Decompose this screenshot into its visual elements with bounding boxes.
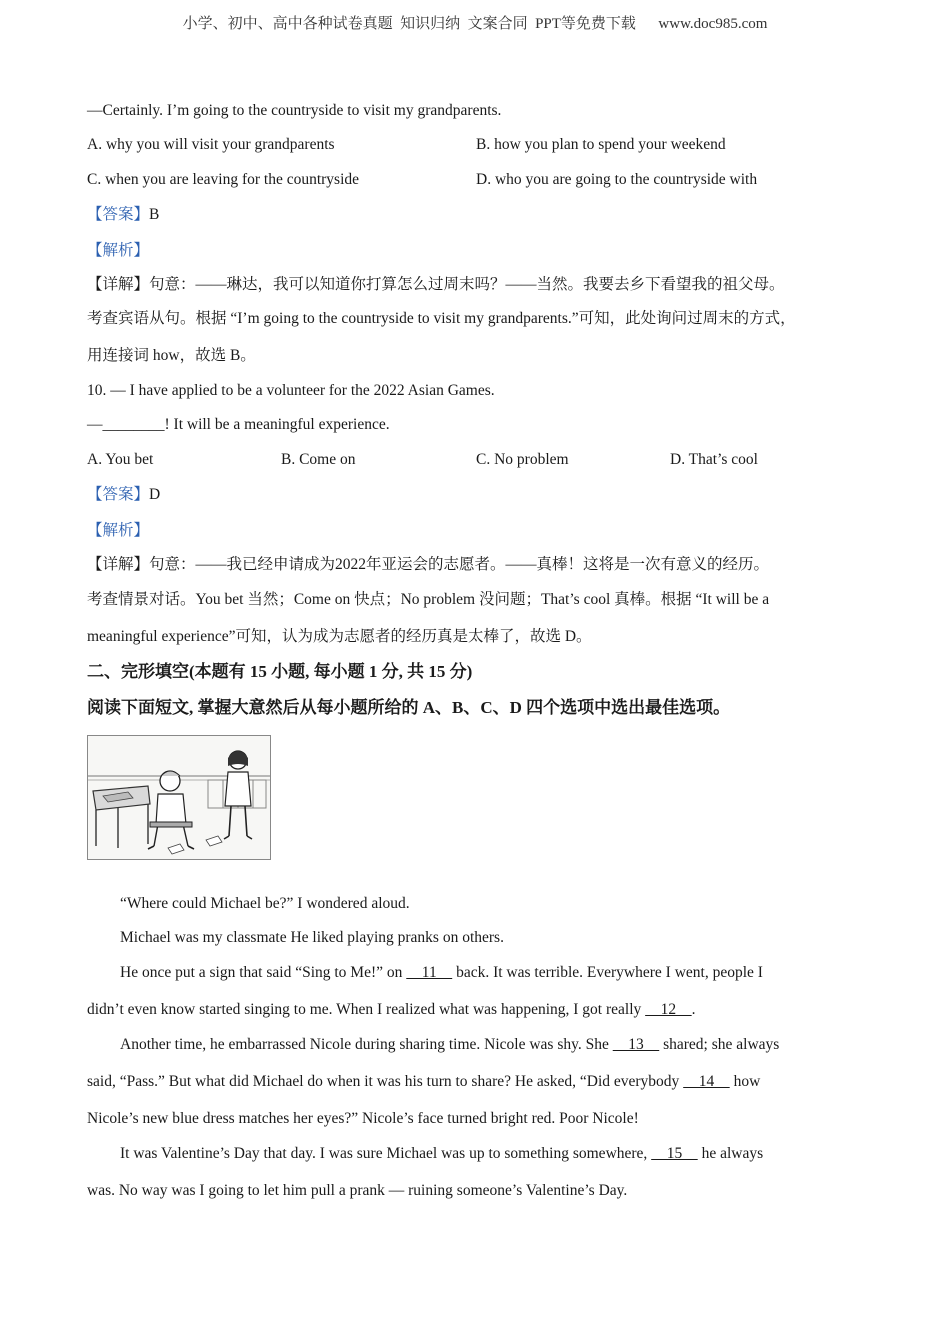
q10-option-a: A. You bet [87,451,154,468]
passage-p2: Michael was my classmate He liked playing pranks on others. [120,929,504,946]
classroom-illustration [87,735,271,860]
q10-question: 10. — I have applied to be a volunteer for the 2022 Asian Games. [87,382,495,399]
passage-p5-line1 [120,1144,763,1164]
q10-option-b: B. Come on [281,451,356,468]
q10-answer [87,485,160,505]
q10-detail-3: meaningful experience”可知，认为成为志愿者的经历真是太棒了，故选 D。 [87,628,592,645]
text: shared; she always [659,1036,780,1053]
blank-12: 12 [645,1001,692,1018]
q9-option-c: C. when you are leaving for the countryside [87,171,360,188]
blank-11: 11 [406,964,453,981]
text: Another time, he embarrassed Nicole during sharing time. Nicole was shy. She [120,1036,613,1053]
q10-detail-1: 【详解】句意：——我已经申请成为2022年亚运会的志愿者。——真棒！这将是一次有意义的经历。 [87,556,770,573]
passage-p1: “Where could Michael be?” I wondered aloud. [120,895,410,912]
q10-detail-2: 考查情景对话。You bet 当然；Come on 快点；No problem 没问题；That’s cool 真棒。根据 “It will be a [87,591,770,608]
text: . [691,1001,696,1018]
answer-tag: 【答案】 [87,486,150,503]
q10-analysis-tag: 【解析】 [87,522,150,539]
passage-p3-line1 [120,963,763,983]
text: didn’t even know started singing to me. When I realized what was happening, I got really [87,1001,646,1018]
classroom-drawing [88,736,270,859]
q9-reply: —Certainly. I’m going to the countryside to visit my grandparents. [87,102,502,119]
text: He once put a sign that said “Sing to Me!” on [120,964,407,981]
section-instruction: 阅读下面短文, 掌握大意然后从每小题所给的 A、B、C、D 四个选项中选出最佳选项。 [87,698,731,717]
answer-value: D [149,486,161,503]
q10-reply: —________! It will be a meaningful experience. [87,416,390,433]
answer-value: B [149,206,160,223]
blank-14: 14 [683,1073,730,1090]
q9-option-d: D. who you are going to the countryside with [476,171,758,188]
blank-15: 15 [651,1145,698,1162]
q9-detail-1: 【详解】句意：——琳达，我可以知道你打算怎么过周末吗？——当然。我要去乡下看望我的祖父母。 [87,276,785,293]
q10-option-d: D. That’s cool [670,451,758,468]
q9-detail-3: 用连接词 how，故选 B。 [87,347,256,364]
text: he always [697,1145,764,1162]
q9-detail-2: 考查宾语从句。根据 “I’m going to the countryside to visit my grandparents.”可知，此处询问过周末的方式， [87,310,796,327]
passage-p4-line1 [120,1035,779,1055]
q10-option-c: C. No problem [476,451,569,468]
q9-answer [87,205,159,225]
q9-analysis-tag: 【解析】 [87,242,150,259]
answer-tag: 【答案】 [87,206,150,223]
q9-option-a: A. why you will visit your grandparents [87,136,335,153]
text: said, “Pass.” But what did Michael do when it was his turn to share? He asked, “Did everybody [87,1073,684,1090]
text: back. It was terrible. Everywhere I went, people I [452,964,763,981]
passage-p4-line2 [87,1072,760,1092]
q9-option-b: B. how you plan to spend your weekend [476,136,726,153]
passage-p3-line2 [87,1000,696,1020]
blank-13: 13 [612,1036,660,1053]
text: how [729,1073,761,1090]
section-title: 二、完形填空(本题有 15 小题, 每小题 1 分, 共 15 分) [87,662,473,681]
page-header: 小学、初中、高中各种试卷真题 知识归纳 文案合同 PPT等免费下载 www.doc985.com [182,16,768,32]
text: It was Valentine’s Day that day. I was sure Michael was up to something somewhere, [120,1145,652,1162]
passage-p5-line2: was. No way was I going to let him pull a prank — ruining someone’s Valentine’s Day. [87,1182,628,1199]
passage-p4-line3: Nicole’s new blue dress matches her eyes?” Nicole’s face turned bright red. Poor Nicole! [87,1110,639,1127]
